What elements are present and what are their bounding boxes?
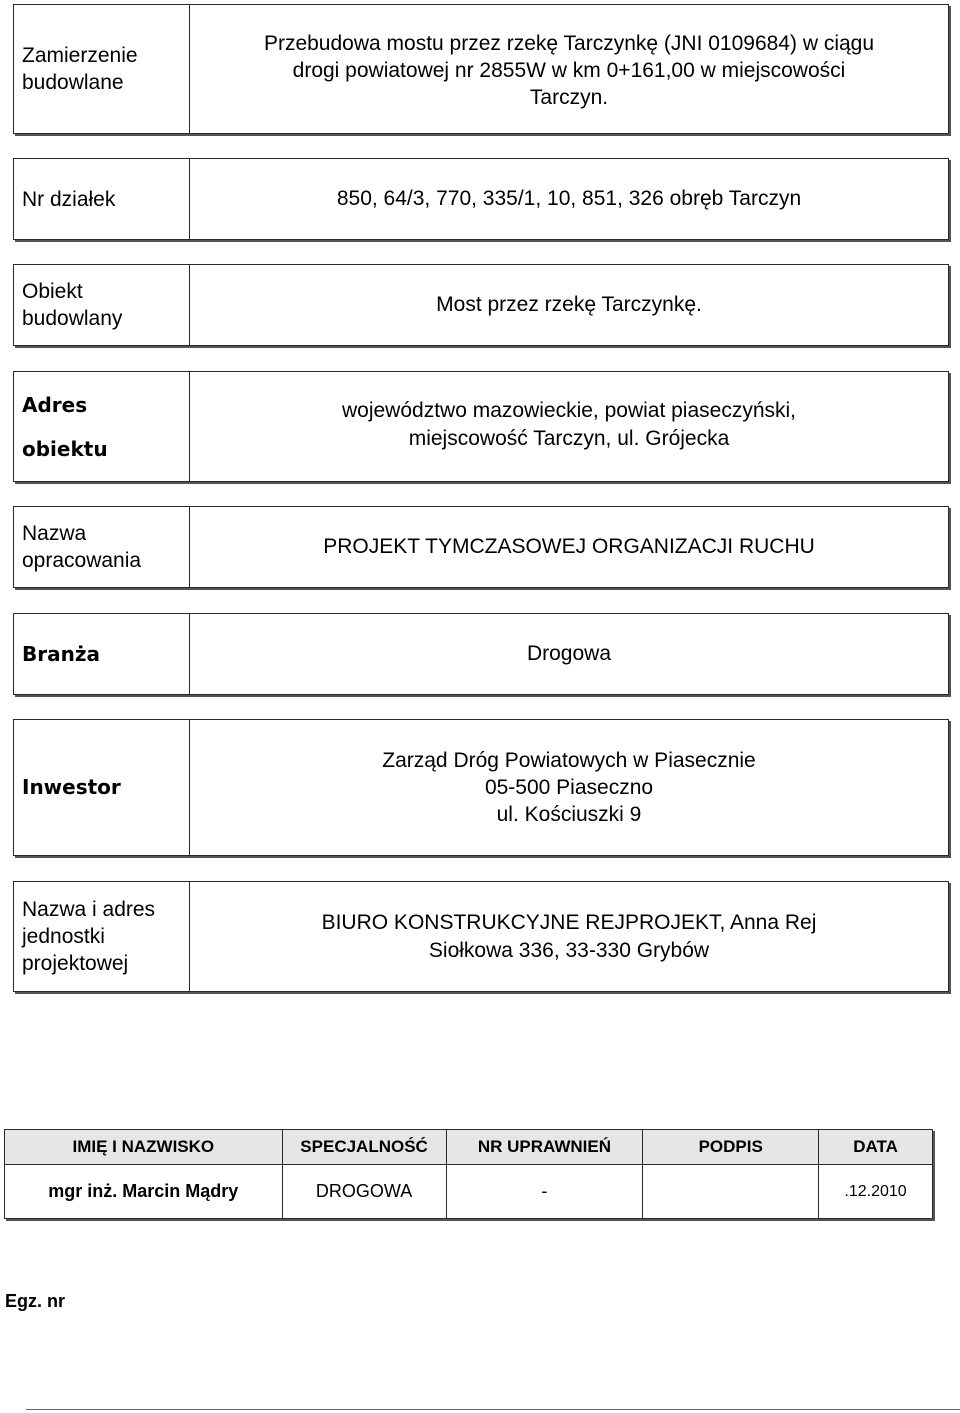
value-discipline: Drogowa: [526, 642, 612, 665]
label-investor: Inwestor: [14, 720, 190, 855]
cell-specialty: DROGOWA: [282, 1165, 446, 1219]
signature-header-row: [5, 1130, 933, 1165]
value-object-address: województwo mazowieckie, powiat piaseczyński, miejscowość Tarczyn, ul. Grójecka: [341, 398, 797, 450]
row-building-object: [13, 264, 949, 346]
header-license-number: NR UPRAWNIEŃ: [446, 1130, 643, 1165]
value-document-name: PROJEKT TYMCZASOWEJ ORGANIZACJI RUCHU: [323, 535, 815, 558]
row-discipline: [13, 613, 949, 695]
signature-table: [4, 1129, 933, 1219]
label-design-unit: Nazwa i adres jednostki projektowej: [14, 882, 190, 991]
label-discipline: Branża: [14, 614, 190, 694]
header-specialty: SPECJALNOŚĆ: [282, 1130, 446, 1165]
header-date: DATA: [819, 1130, 933, 1165]
label-plot-numbers: Nr działek: [14, 159, 190, 239]
signature-row: [5, 1165, 933, 1219]
label-construction-intent: Zamierzenie budowlane: [14, 5, 190, 133]
value-plot-numbers: 850, 64/3, 770, 335/1, 10, 851, 326 obręb Tarczyn: [336, 187, 802, 210]
row-design-unit: [13, 881, 949, 992]
label-object-address: Adres obiektu: [14, 372, 190, 481]
cell-name: mgr inż. Marcin Mądry: [5, 1165, 283, 1219]
header-signature: PODPIS: [643, 1130, 819, 1165]
value-construction-intent: Przebudowa mostu przez rzekę Tarczynkę (JNI 0109684) w ciągu drogi powiatowej nr 2855W w km 0+161,00 w miejscowości Tarczyn.: [263, 31, 875, 109]
label-building-object: Obiekt budowlany: [14, 265, 190, 345]
value-design-unit: BIURO KONSTRUKCYJNE REJPROJEKT, Anna Rej Siołkowa 336, 33-330 Grybów: [321, 910, 817, 962]
cell-signature: [643, 1165, 819, 1219]
label-document-name: Nazwa opracowania: [14, 507, 190, 587]
row-document-name: [13, 506, 949, 588]
row-investor: [13, 719, 949, 856]
bottom-rule: [26, 1409, 960, 1410]
cell-date: .12.2010: [819, 1165, 933, 1219]
value-investor: Zarząd Dróg Powiatowych w Piasecznie 05-500 Piaseczno ul. Kościuszki 9: [382, 749, 756, 826]
header-name: IMIĘ I NAZWISKO: [5, 1130, 283, 1165]
value-building-object: Most przez rzekę Tarczynkę.: [436, 293, 702, 316]
copy-number-label: Egz. nr: [5, 1291, 66, 1311]
cell-license-number: -: [446, 1165, 643, 1219]
row-construction-intent: [13, 4, 949, 134]
row-object-address: [13, 371, 949, 482]
row-plot-numbers: [13, 158, 949, 240]
